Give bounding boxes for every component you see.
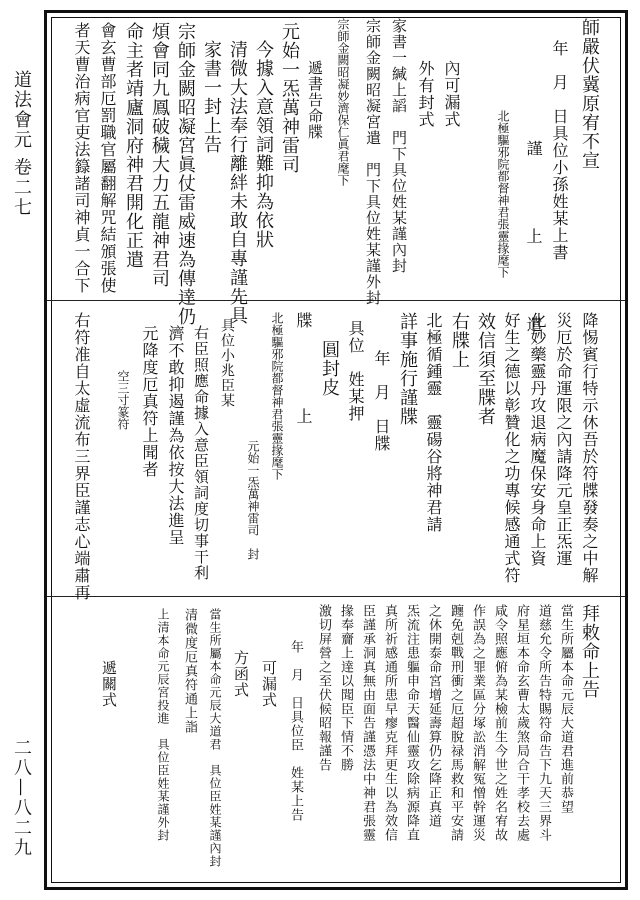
text-column: 宗師金闕昭凝宮遣 門下具位姓某謹外封 (364, 18, 382, 306)
text-column: 年 月 日具位小孫姓某上書 (550, 40, 569, 261)
text-column: 元始一炁萬神雷司 (279, 22, 300, 174)
text-column: 炁流注患軀申命天醫仙靈攻除病源降直 (404, 604, 419, 842)
text-column: 師嚴伏冀原宥不宣 (579, 18, 600, 170)
running-head-title: 道法會元 卷二七 (11, 70, 32, 218)
text-column: 右牒上 (449, 312, 470, 369)
text-column: 謹 上 遣 (524, 140, 543, 360)
text-column: 者天曹治病官吏法籙諸司神貞一合下 (72, 22, 91, 294)
text-column: 具位 姓某押 (346, 320, 365, 422)
text-column: 牒上 (294, 312, 313, 504)
text-column: 北極循鍾靈 靈碭谷將神君請 (424, 312, 443, 533)
text-column: 臣謹承洞真無由面告謹憑法中神君張靈 (360, 604, 375, 842)
text-column: 年 月 日具位臣 姓某上告 (288, 640, 303, 822)
text-column: 當生所屬本命元辰大道君進前恭望 (558, 604, 573, 814)
text-column: 方函式 (232, 650, 250, 698)
text-column: 之休開泰命宮增延壽算仍乞降正真道 (426, 604, 441, 828)
text-column: 北極驅邪院都督神君張靈掾麾下 (270, 312, 284, 480)
text-column: 年 月 日牒 (372, 350, 391, 452)
text-column: 咸令照應俯為某檢前生今世之姓名宥故 (492, 604, 507, 842)
text-column: 具位小兆臣某 (219, 318, 235, 408)
text-column: 詳事施行謹牒 (397, 312, 418, 426)
text-column: 清微大法奉行離絆未敢自專謹先具 (227, 40, 248, 325)
text-column: 遞關式 (100, 660, 118, 708)
text-column: 空三寸篆符 (116, 370, 130, 430)
text-column: 災厄於命運限之內請降元皇正炁運 (554, 312, 573, 567)
text-column: 內可漏式 (442, 60, 461, 128)
text-column: 好生之德以彰贊化之功專候感通式符 (502, 312, 521, 584)
text-column: 今據入意領詞難抑為依狀 (253, 40, 274, 249)
text-column: 激切屏營之至伏候昭報謹告 (316, 604, 331, 772)
section-divider-lower (47, 596, 625, 597)
text-column: 元降度厄真符上聞者 (140, 325, 159, 478)
text-column: 化妙藥靈丹攻退病魔保安身命上資 (528, 312, 547, 567)
text-column: 當生所屬本命元辰大道君 具位臣姓某謹內封 (208, 608, 222, 868)
text-column: 外有封式 (416, 60, 435, 128)
text-column: 作誤為之罪業區分塚訟消解冤憎幹運災 (470, 604, 485, 842)
text-column: 濟不敢抑遏謹為依按大法進呈 (166, 325, 185, 546)
text-column: 家書一緘上謟 門下具位姓某謹內封 (390, 18, 408, 274)
text-column: 宗師金闕昭凝妙濟保仁眞君麾下 (336, 18, 350, 186)
text-column: 右臣照應命據入意臣領詞度切事干利 (192, 325, 210, 581)
text-column: 降惕賓行特示休吾於符牒發奏之中解 (580, 312, 599, 584)
text-column: 北極驅邪院都督神君張靈掾麾下 (496, 110, 510, 278)
running-head-page-number: 二八—八二九 (11, 738, 32, 858)
text-column: 圓封皮 (319, 340, 340, 397)
text-column: 遞書告命牒 (306, 60, 324, 140)
text-column: 宗師金闕昭凝宮眞仗雷威速為傳達仍 (175, 22, 196, 326)
text-column: 命主者靖廬洞府神君開化正遣 (123, 22, 144, 269)
text-column: 可漏式 (260, 660, 278, 708)
text-column: 家書一封上告 (201, 40, 222, 154)
text-column: 會玄曹部厄罰職官屬翻解咒結頒張使 (98, 22, 117, 294)
text-column: 上清本命元辰宮投進 具位臣姓某謹外封 (156, 608, 170, 842)
text-column: 掾奉齎上達以聞臣下情不勝 (338, 604, 353, 772)
text-column: 真所祈感通所患早瘳克拜更生以為效信 (382, 604, 397, 842)
text-column: 清微度厄真符通上詣 (182, 608, 197, 734)
text-column: 躔免剋戰刑衝之厄超脫禄馬救和平安請 (448, 604, 463, 842)
text-column: 右符准自太虛流布三界臣謹志心端肅再 (72, 312, 91, 601)
text-column: 府星垣本命玄曹太歲煞局合干孝校去處 (514, 604, 529, 842)
text-column: 道慈允令所告特賜符命告下九天三界斗 (536, 604, 551, 842)
text-column: 元始一炁萬神雷司 封 (246, 440, 260, 560)
text-column: 煩會同九鳳破穢大力五龍神君司 (149, 22, 170, 288)
text-column: 效信須至牒者 (475, 312, 496, 426)
text-column: 拜敕命上告 (579, 604, 600, 699)
